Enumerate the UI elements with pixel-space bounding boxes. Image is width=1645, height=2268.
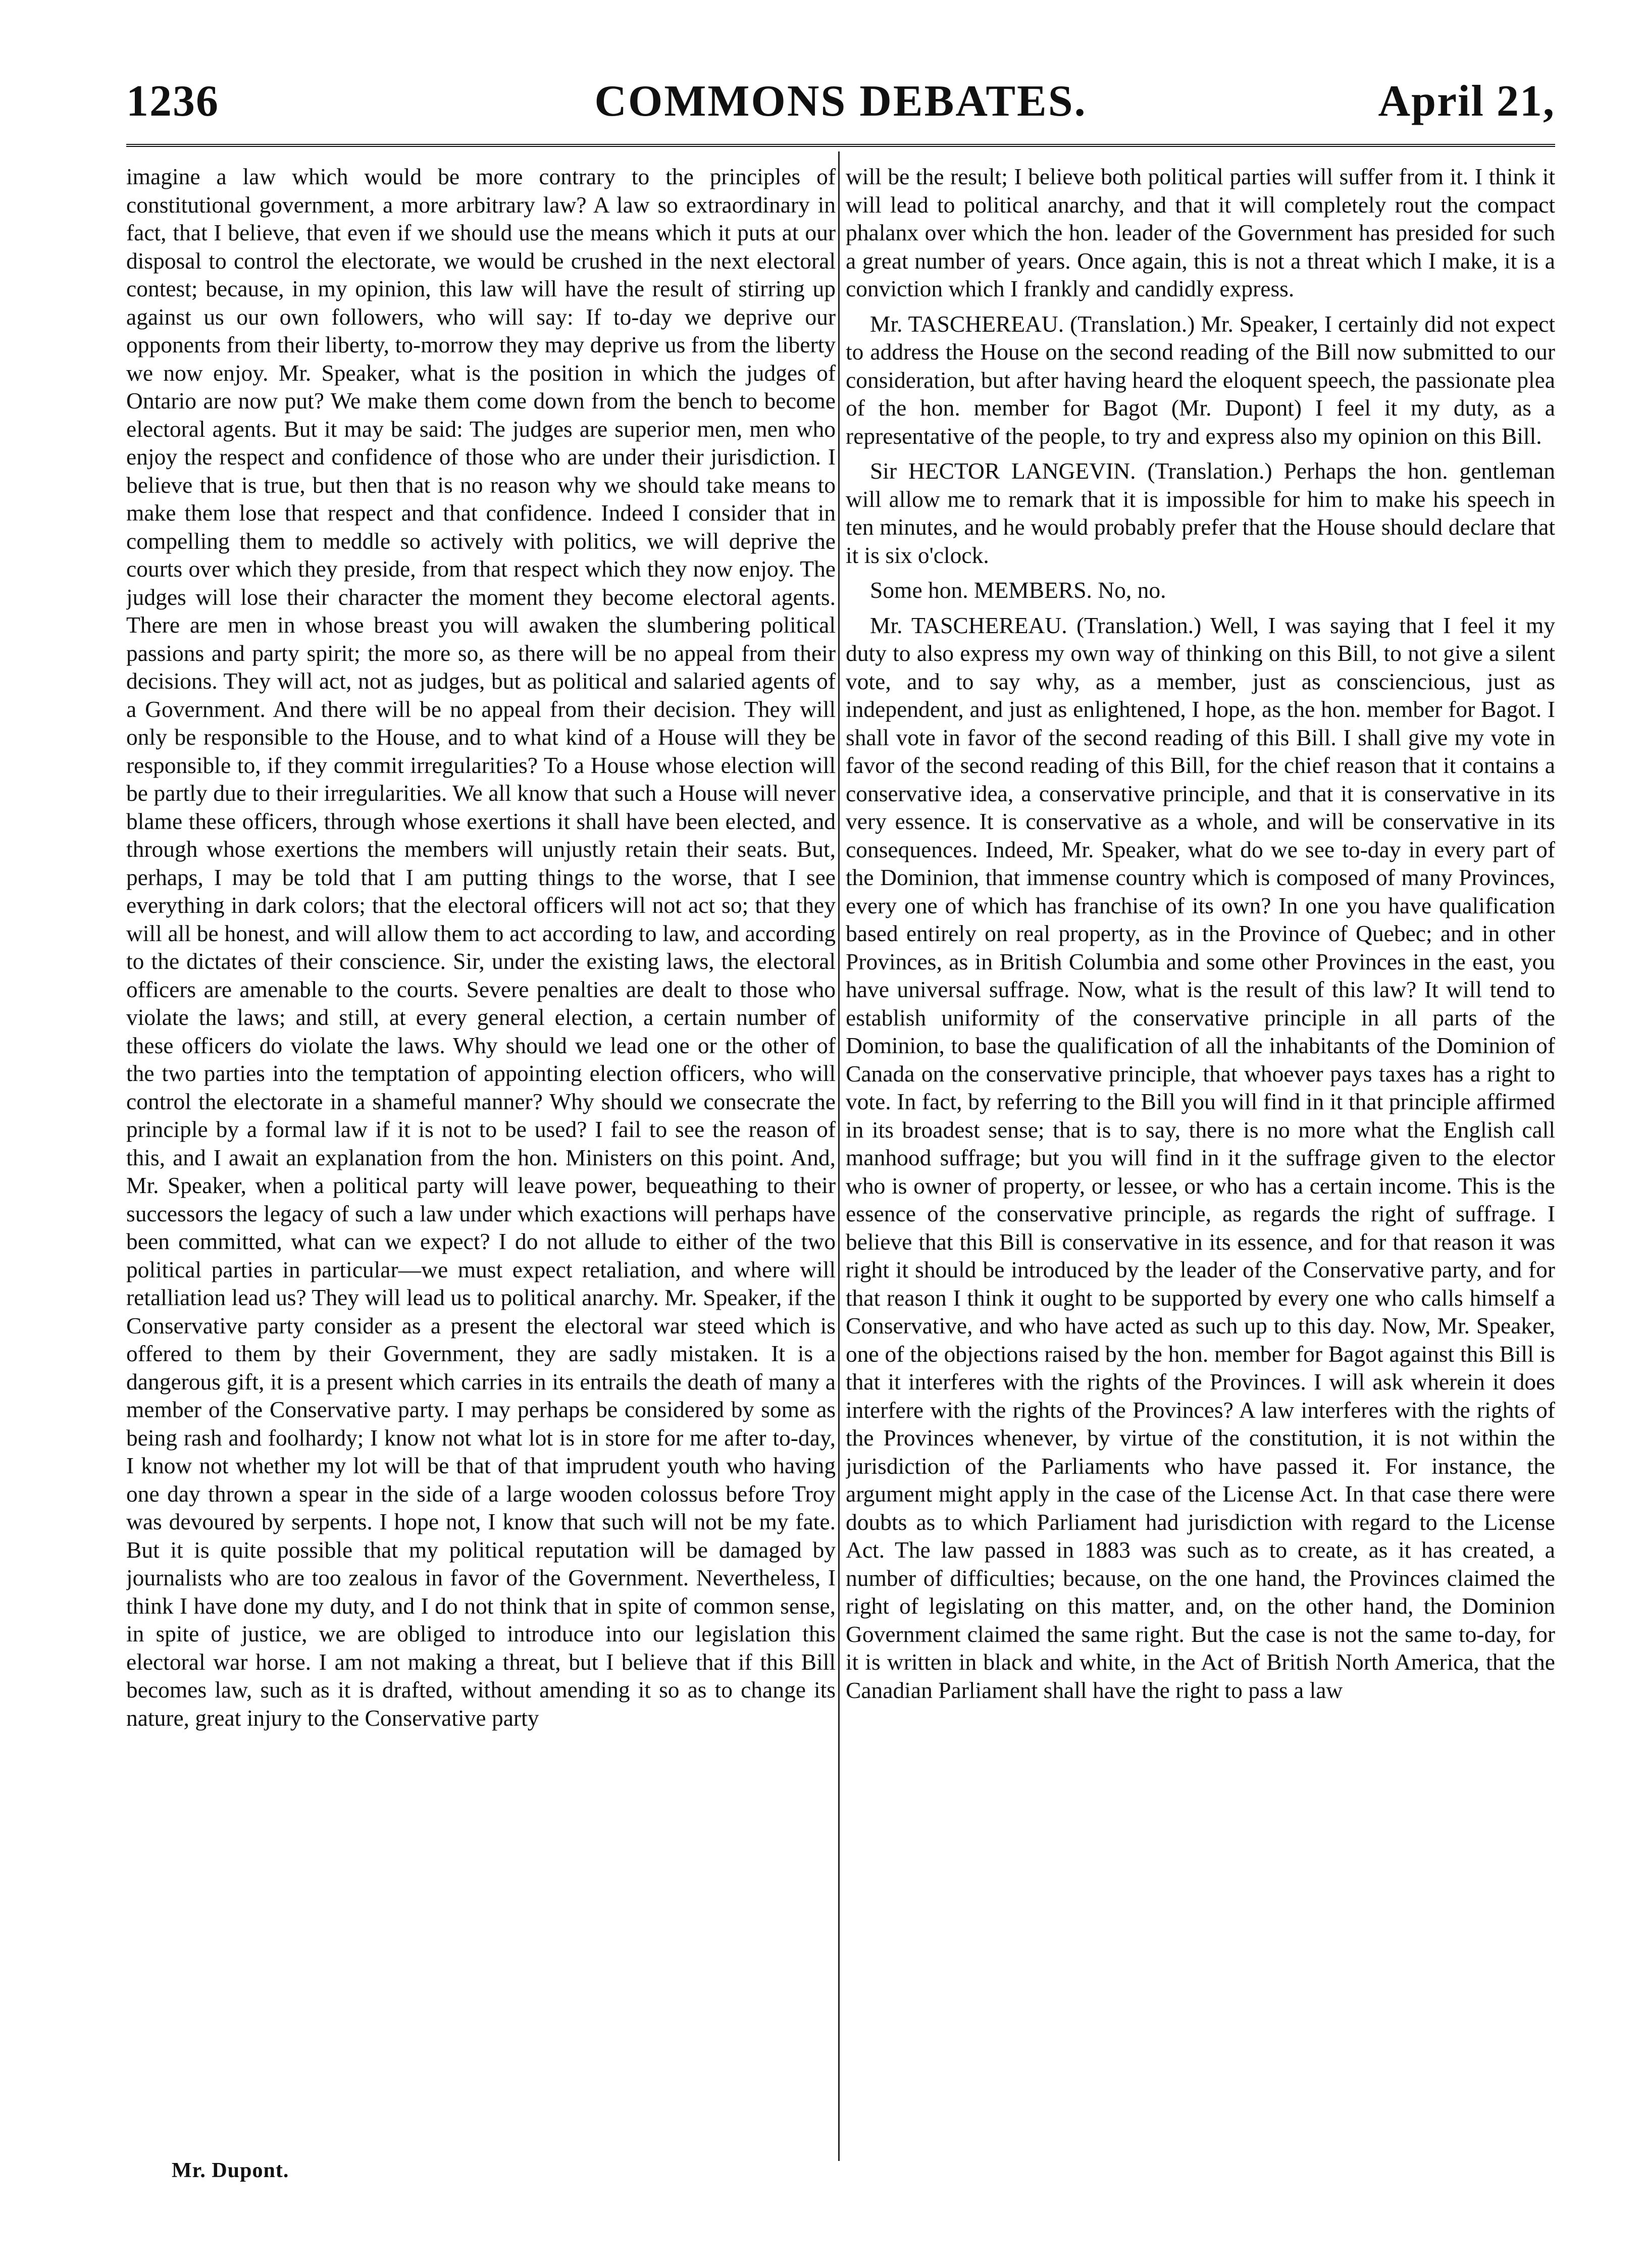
paragraph: Some hon. MEMBERS. No, no. — [870, 577, 1166, 603]
right-column — [846, 163, 1555, 2157]
paragraph: Mr. TASCHEREAU. (Translation.) Well, I was saying that I feel it my duty to also express my own way of thinking on this Bill, to not give a silent vote, and to say why, as a member, just as consciencious, just as independent, and just as enlightened, I hope, as the hon. member for Bagot. I shall vote in favor of the second reading of this Bill. I shall give my vote in favor of the second reading of this Bill, for the chief reason that it contains a conservative idea, a conservative principle, and that it is conservative in its very essence. It is conservative as a whole, and will be conservative in its consequences. Indeed, Mr. Speaker, what do we see to-day in every part of the Dominion, that immense country which is composed of many Provinces, every one of which has franchise of its own? In one you have qualification based entirely on real property, as in the Province of Quebec; and in other Provinces, as in British Columbia and some other Provinces in the east, you have universal suffrage. Now, what is the result of this law? It will tend to establish uniformity of the conservative principle in all parts of the Dominion, to base the qualification of all the inhabitants of the Dominion of Canada on the conservative principle, that whoever pays taxes has a right to vote. In fact, by referring to the Bill you will find in it that principle affirmed in its broadest sense; that is to say, there is no more what the English call manhood suffrage; but you will find in it the suffrage given to the elector who is owner of property, or lessee, or who has a certain income. This is the essence of the conservative principle, as regards the right of suffrage. I believe that this Bill is conservative in its essence, and for that reason it was right it should be introduced by the leader of the Conservative party, and for that reason I think it ought to be supported by every one who calls himself a Conservative, and who have acted as such up to this day. Now, Mr. Speaker, one of the objections raised by the hon. member for Bagot against this Bill is that it interferes with the rights of the Provinces. I will ask wherein it does interfere with the rights of the Provinces? A law interferes with the rights of the Provinces whenever, by virtue of the constitution, it is not within the jurisdiction of the Parliaments who have passed it. For instance, the argument might apply in the case of the License Act. In that case there were doubts as to which Parliament had jurisdiction with regard to the License Act. The law passed in 1883 was such as to create, as it has created, a number of difficulties; because, on the one hand, the Provinces claimed the right of legislating on this matter, and, on the other hand, the Dominion Government claimed the same right. But the case is not the same to-day, for it is written in black and white, in the Act of British North America, that the Canadian Parliament shall have the right to pass a law — [846, 612, 1555, 1703]
paragraph: imagine a law which would be more contrary to the principles of constitutional government, a more arbitrary law? A law so extraordinary in fact, that I believe, that even if we should use the means which it puts at our disposal to control the electorate, we would be crushed in the next electoral contest; because, in my opinion, this law will have the result of stirring up against us our own followers, who will say: If to-day we deprive our opponents from their liberty, to-morrow they may deprive us from the liberty we now enjoy. Mr. Speaker, what is the position in which the judges of Ontario are now put? We make them come down from the bench to become electoral agents. But it may be said: The judges are superior men, men who enjoy the respect and confidence of those who are under their jurisdiction. I believe that is true, but then that is no reason why we should take means to make them lose that respect and that confidence. Indeed I consider that in compelling them to meddle so actively with politics, we will deprive the courts over which they preside, from that respect which they now enjoy. The judges will lose their character the moment they become electoral agents. There are men in whose breast you will awaken the slumbering political passions and party spirit; the more so, as there will be no appeal from their decisions. They will act, not as judges, but as political and salaried agents of a Government. And there will be no appeal from their decision. They will only be responsible to the House, and to what kind of a House will they be responsible to, if they commit irregularities? To a House whose election will be partly due to their irregularities. We all know that such a House will never blame these officers, through whose exertions it shall have been elected, and through whose exertions the members will unjustly retain their seats. But, perhaps, I may be told that I am putting things to the worse, that I see everything in dark colors; that the electoral officers will not act so; that they will all be honest, and will allow them to act according to law, and according to the dictates of their conscience. Sir, under the existing laws, the electoral officers are amenable to the courts. Severe penalties are dealt to those who violate the laws; and still, at every general election, a certain number of these officers do violate the laws. Why should we lead one or the other of the two parties into the temptation of appointing election officers, who will control the electorate in a shameful manner? Why should we consecrate the principle by a formal law if it is not to be used? I fail to see the reason of this, and I await an explanation from the hon. Ministers on this point. And, Mr. Speaker, when a political party will leave power, bequeathing to their successors the legacy of such a law under which exactions will perhaps have been committed, what can we expect? I do not allude to either of the two political parties in particular—we must expect retaliation, and where will retalliation lead us? They will lead us to political anarchy. Mr. Speaker, if the Conservative party consider as a present the electoral war steed which is offered to them by their Government, they are sadly mistaken. It is a dangerous gift, it is a present which carries in its entrails the death of many a member of the Conservative party. I may perhaps be considered by some as being rash and foolhardy; I know not what lot is in store for me after to-day, I know not whether my lot will be that of that imprudent youth who having one day thrown a spear in the side of a large wooden colossus before Troy was devoured by serpents. I hope not, I know that such will not be my fate. But it is quite possible that my political reputation will be damaged by journalists who are too zealous in favor of the Government. Nevertheless, I think I have done my duty, and I do not think that in spite of common sense, in spite of justice, we are obliged to introduce into our legislation this electoral war horse. I am not making a threat, but I believe that if this Bill becomes law, such as it is drafted, without amending it so as to change its nature, great injury to the Conservative party — [126, 164, 836, 1731]
paragraph: Mr. TASCHEREAU. (Translation.) Mr. Speaker, I certainly did not expect to address the House on the second reading of the Bill now submitted to our consideration, but after having heard the eloquent speech, the passionate plea of the hon. member for Bagot (Mr. Dupont) I feel it my duty, as a representative of the people, to try and express also my opinion on this Bill. — [846, 311, 1555, 449]
paragraph: will be the result; I believe both political parties will suffer from it. I think it will lead to political anarchy, and that it will completely rout the compact phalanx over which the hon. leader of the Government has presided for such a great number of years. Once again, this is not a threat which I make, it is a conviction which I frankly and candidly express. — [846, 164, 1555, 301]
page-number: 1236 — [126, 77, 219, 126]
publication-title: COMMONS DEBATES. — [594, 77, 1087, 126]
left-column — [126, 163, 836, 2157]
page-date: April 21, — [1378, 77, 1555, 126]
header-rule — [126, 144, 1555, 147]
paragraph: Sir HECTOR LANGEVIN. (Translation.) Perhaps the hon. gentleman will allow me to remark that it is impossible for him to make his speech in ten minutes, and he would probably prefer that the House should declare that it is six o'clock. — [846, 458, 1555, 568]
column-divider — [838, 151, 840, 2161]
page-header — [126, 76, 1555, 141]
running-footer: Mr. Dupont. — [172, 2159, 289, 2182]
